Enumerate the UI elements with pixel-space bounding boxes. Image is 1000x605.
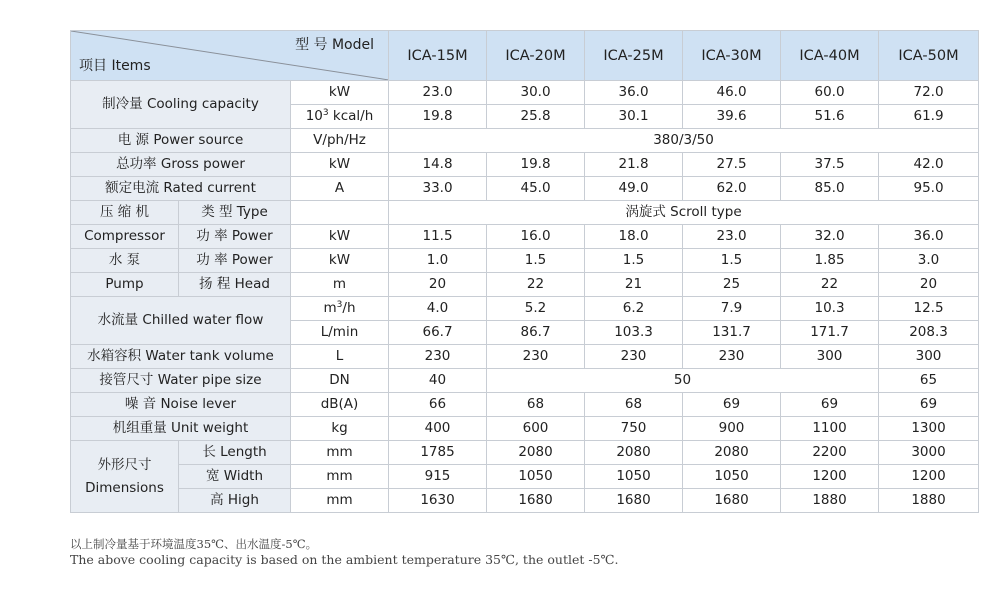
- unit-cell: L: [291, 345, 389, 369]
- model-header-cell: ICA-25M: [585, 31, 683, 81]
- table-row: [71, 489, 979, 513]
- value-cell: 27.5: [683, 153, 781, 177]
- unit-cell: V/ph/Hz: [291, 129, 389, 153]
- value-cell: 7.9: [683, 297, 781, 321]
- value-cell: 49.0: [585, 177, 683, 201]
- value-cell: 19.8: [487, 153, 585, 177]
- value-cell: 60.0: [781, 81, 879, 105]
- value-cell: 45.0: [487, 177, 585, 201]
- value-cell: 69: [879, 393, 979, 417]
- sub-label: 类 型 Type: [179, 201, 291, 225]
- sub-label: 功 率 Power: [179, 225, 291, 249]
- unit-cell: kg: [291, 417, 389, 441]
- value-cell: 22: [781, 273, 879, 297]
- value-cell: 23.0: [389, 81, 487, 105]
- footnote-cn: 以上制冷量基于环境温度35℃、出水温度-5℃。: [70, 537, 318, 551]
- value-cell: 1630: [389, 489, 487, 513]
- row-label: 制冷量 Cooling capacity: [71, 81, 291, 129]
- value-cell: 1050: [487, 465, 585, 489]
- value-cell: 1200: [879, 465, 979, 489]
- value-cell: 42.0: [879, 153, 979, 177]
- value-cell: 1050: [585, 465, 683, 489]
- value-cell: 1680: [585, 489, 683, 513]
- unit-cell: kW: [291, 153, 389, 177]
- value-cell: 1680: [683, 489, 781, 513]
- value-cell: 1300: [879, 417, 979, 441]
- value-cell: 2080: [487, 441, 585, 465]
- model-header-cell: ICA-15M: [389, 31, 487, 81]
- merged-value-cell: 50: [487, 369, 879, 393]
- unit-cell: kW: [291, 225, 389, 249]
- group-label-en: Compressor: [71, 225, 179, 249]
- value-cell: 25: [683, 273, 781, 297]
- value-cell: 1.0: [389, 249, 487, 273]
- value-cell: 51.6: [781, 105, 879, 129]
- sub-label: 扬 程 Head: [179, 273, 291, 297]
- group-label-cn: 外形尺寸: [97, 456, 152, 473]
- value-cell: 36.0: [879, 225, 979, 249]
- value-cell: 68: [585, 393, 683, 417]
- row-label: 水流量 Chilled water flow: [71, 297, 291, 345]
- value-cell: 750: [585, 417, 683, 441]
- value-cell: 68: [487, 393, 585, 417]
- value-cell: 66: [389, 393, 487, 417]
- value-cell: 33.0: [389, 177, 487, 201]
- group-label-cn: 压 缩 机: [71, 201, 179, 225]
- value-cell: 600: [487, 417, 585, 441]
- table-row: [71, 297, 979, 321]
- value-cell: 230: [683, 345, 781, 369]
- value-cell: 72.0: [879, 81, 979, 105]
- table-row: [71, 417, 979, 441]
- model-header-cell: ICA-40M: [781, 31, 879, 81]
- value-cell: 300: [781, 345, 879, 369]
- value-cell: 20: [389, 273, 487, 297]
- value-cell: 1680: [487, 489, 585, 513]
- value-cell: 400: [389, 417, 487, 441]
- value-cell: 20: [879, 273, 979, 297]
- value-cell: 208.3: [879, 321, 979, 345]
- row-label: 额定电流 Rated current: [71, 177, 291, 201]
- table-row: [71, 465, 979, 489]
- value-cell: 22: [487, 273, 585, 297]
- value-cell: 230: [389, 345, 487, 369]
- value-cell: 1.5: [683, 249, 781, 273]
- value-cell: 30.0: [487, 81, 585, 105]
- dimensions-group-label: [71, 441, 179, 513]
- value-cell: 2080: [683, 441, 781, 465]
- unit-cell: kW: [291, 249, 389, 273]
- table-row: [71, 441, 979, 465]
- row-label: 接管尺寸 Water pipe size: [71, 369, 291, 393]
- group-label-en: Dimensions: [85, 479, 164, 496]
- unit-cell: mm: [291, 441, 389, 465]
- value-cell: 85.0: [781, 177, 879, 201]
- value-cell: 1880: [879, 489, 979, 513]
- header-corner-cell: [71, 31, 389, 81]
- table-row: [71, 153, 979, 177]
- value-cell: 2080: [585, 441, 683, 465]
- row-label: 噪 音 Noise lever: [71, 393, 291, 417]
- unit-cell: mm: [291, 489, 389, 513]
- value-cell: 10.3: [781, 297, 879, 321]
- table-row: [71, 225, 979, 249]
- value-cell: 37.5: [781, 153, 879, 177]
- value-cell: 23.0: [683, 225, 781, 249]
- value-cell: 131.7: [683, 321, 781, 345]
- value-cell: 65: [879, 369, 979, 393]
- value-cell: 21: [585, 273, 683, 297]
- unit-cell: DN: [291, 369, 389, 393]
- value-cell: 61.9: [879, 105, 979, 129]
- value-cell: 46.0: [683, 81, 781, 105]
- sub-label: 宽 Width: [179, 465, 291, 489]
- table-row: [71, 201, 979, 225]
- value-cell: 230: [487, 345, 585, 369]
- value-cell: 1.5: [585, 249, 683, 273]
- table-row: [71, 393, 979, 417]
- value-cell: 6.2: [585, 297, 683, 321]
- value-cell: 900: [683, 417, 781, 441]
- unit-cell: kW: [291, 81, 389, 105]
- sub-label: 高 High: [179, 489, 291, 513]
- unit-cell: dB(A): [291, 393, 389, 417]
- value-cell: 16.0: [487, 225, 585, 249]
- model-header-label: 型 号 Model: [295, 37, 375, 53]
- value-cell: 36.0: [585, 81, 683, 105]
- merged-value-cell: 涡旋式 Scroll type: [389, 201, 979, 225]
- value-cell: 11.5: [389, 225, 487, 249]
- value-cell: 171.7: [781, 321, 879, 345]
- unit-cell: L/min: [291, 321, 389, 345]
- table-row: [71, 129, 979, 153]
- value-cell: 1.5: [487, 249, 585, 273]
- value-cell: 5.2: [487, 297, 585, 321]
- table-row: [71, 177, 979, 201]
- value-cell: 1785: [389, 441, 487, 465]
- value-cell: 1.85: [781, 249, 879, 273]
- value-cell: 86.7: [487, 321, 585, 345]
- table-row: [71, 81, 979, 105]
- unit-cell: [291, 201, 389, 225]
- value-cell: 18.0: [585, 225, 683, 249]
- value-cell: 62.0: [683, 177, 781, 201]
- row-label: 机组重量 Unit weight: [71, 417, 291, 441]
- unit-cell: $10^3$ kcal/h: [291, 105, 389, 129]
- value-cell: 915: [389, 465, 487, 489]
- value-cell: 4.0: [389, 297, 487, 321]
- value-cell: 12.5: [879, 297, 979, 321]
- value-cell: 300: [879, 345, 979, 369]
- model-header-cell: ICA-30M: [683, 31, 781, 81]
- row-label: 电 源 Power source: [71, 129, 291, 153]
- value-cell: 1200: [781, 465, 879, 489]
- sub-label: 功 率 Power: [179, 249, 291, 273]
- row-label: 总功率 Gross power: [71, 153, 291, 177]
- group-label-cn: 水 泵: [71, 249, 179, 273]
- value-cell: 230: [585, 345, 683, 369]
- value-cell: 95.0: [879, 177, 979, 201]
- value-cell: 14.8: [389, 153, 487, 177]
- sub-label: 长 Length: [179, 441, 291, 465]
- value-cell: 103.3: [585, 321, 683, 345]
- merged-value-cell: 380/3/50: [389, 129, 979, 153]
- table-row: [71, 249, 979, 273]
- table-row: [71, 273, 979, 297]
- unit-cell: m: [291, 273, 389, 297]
- row-label: 水箱容积 Water tank volume: [71, 345, 291, 369]
- value-cell: 1050: [683, 465, 781, 489]
- model-header-cell: ICA-50M: [879, 31, 979, 81]
- value-cell: 30.1: [585, 105, 683, 129]
- value-cell: 2200: [781, 441, 879, 465]
- value-cell: 1880: [781, 489, 879, 513]
- value-cell: 19.8: [389, 105, 487, 129]
- value-cell: 69: [683, 393, 781, 417]
- model-header-cell: ICA-20M: [487, 31, 585, 81]
- value-cell: 69: [781, 393, 879, 417]
- unit-cell: A: [291, 177, 389, 201]
- unit-cell: $m^3/h$: [291, 297, 389, 321]
- group-label-en: Pump: [71, 273, 179, 297]
- value-cell: 40: [389, 369, 487, 393]
- value-cell: 21.8: [585, 153, 683, 177]
- spec-table: [70, 30, 979, 513]
- unit-cell: mm: [291, 465, 389, 489]
- footnote-en: The above cooling capacity is based on the ambient temperature 35℃, the outlet -5℃.: [70, 552, 619, 567]
- value-cell: 3000: [879, 441, 979, 465]
- value-cell: 39.6: [683, 105, 781, 129]
- header-row: [71, 31, 979, 81]
- value-cell: 25.8: [487, 105, 585, 129]
- table-row: [71, 369, 979, 393]
- table-row: [71, 345, 979, 369]
- items-header-label: 项目 Items: [79, 58, 151, 74]
- value-cell: 3.0: [879, 249, 979, 273]
- value-cell: 66.7: [389, 321, 487, 345]
- value-cell: 32.0: [781, 225, 879, 249]
- value-cell: 1100: [781, 417, 879, 441]
